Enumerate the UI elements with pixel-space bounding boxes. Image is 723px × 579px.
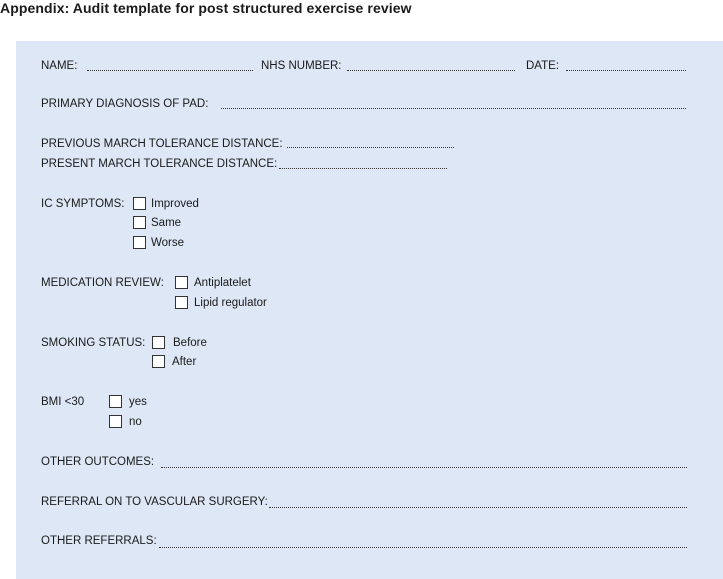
nhs-number-field[interactable] <box>347 70 515 71</box>
other-referrals-field[interactable] <box>159 547 687 548</box>
audit-form-panel <box>16 41 723 579</box>
primary-diagnosis-label: PRIMARY DIAGNOSIS OF PAD: <box>41 98 209 110</box>
antiplatelet-label: Antiplatelet <box>194 277 251 289</box>
present-march-field[interactable] <box>279 168 447 169</box>
other-referrals-label: OTHER REFERRALS: <box>41 535 157 547</box>
previous-march-label: PREVIOUS MARCH TOLERANCE DISTANCE: <box>41 138 283 150</box>
name-label: NAME: <box>41 60 78 72</box>
bmi-yes-label: yes <box>129 396 147 408</box>
smoking-before-label: Before <box>173 337 207 349</box>
ic-improved-label: Improved <box>151 198 199 210</box>
ic-same-checkbox[interactable] <box>133 216 146 229</box>
ic-same-label: Same <box>151 217 182 229</box>
smoking-after-checkbox[interactable] <box>152 355 165 368</box>
smoking-before-checkbox[interactable] <box>152 336 165 349</box>
previous-march-field[interactable] <box>287 147 454 148</box>
bmi-no-label: no <box>129 416 142 428</box>
primary-diagnosis-field[interactable] <box>221 108 686 109</box>
date-label: DATE: <box>526 60 560 72</box>
lipid-regulator-checkbox[interactable] <box>175 296 188 309</box>
bmi-label: BMI <30 <box>41 396 85 408</box>
medication-review-label: MEDICATION REVIEW: <box>41 277 164 289</box>
smoking-after-label: After <box>172 356 197 368</box>
smoking-status-label: SMOKING STATUS: <box>41 337 146 349</box>
other-outcomes-field[interactable] <box>161 467 687 468</box>
bmi-yes-checkbox[interactable] <box>109 395 122 408</box>
page-title: Appendix: Audit template for post structured exercise review <box>0 0 412 16</box>
ic-symptoms-label: IC SYMPTOMS: <box>41 198 125 210</box>
antiplatelet-checkbox[interactable] <box>175 276 188 289</box>
ic-worse-checkbox[interactable] <box>133 236 146 249</box>
referral-vascular-label: REFERRAL ON TO VASCULAR SURGERY: <box>41 496 268 508</box>
bmi-no-checkbox[interactable] <box>109 415 122 428</box>
present-march-label: PRESENT MARCH TOLERANCE DISTANCE: <box>41 158 278 170</box>
ic-worse-label: Worse <box>151 237 185 249</box>
lipid-regulator-label: Lipid regulator <box>194 297 267 309</box>
nhs-number-label: NHS NUMBER: <box>261 60 342 72</box>
other-outcomes-label: OTHER OUTCOMES: <box>41 456 155 468</box>
name-field[interactable] <box>87 70 253 71</box>
referral-vascular-field[interactable] <box>269 507 687 508</box>
ic-improved-checkbox[interactable] <box>133 197 146 210</box>
date-field[interactable] <box>566 70 686 71</box>
